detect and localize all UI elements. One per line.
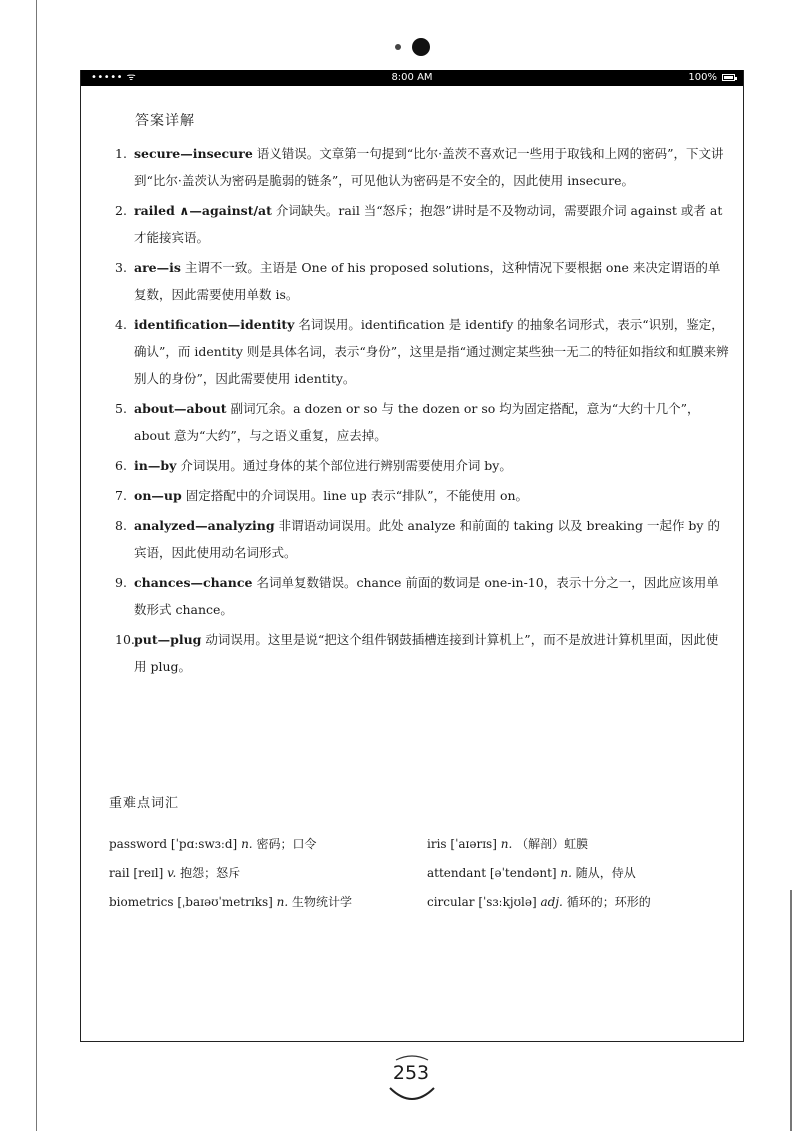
vocab-pos: n. xyxy=(500,837,513,851)
status-bar xyxy=(81,70,743,86)
scan-edge-right xyxy=(790,890,792,1131)
answer-explanation: 语义错误。文章第一句提到“比尔·盖茨不喜欢记一些用于取钱和上网的密码”，下文讲到“比尔·盖茨认为密码是脆弱的链条”，可见他认为密码是不安全的，因此使用 insecure。 xyxy=(134,146,724,188)
answer-correction: are—is xyxy=(134,260,181,275)
answer-item xyxy=(117,569,729,623)
answer-correction: about—about xyxy=(134,401,227,416)
battery-percent: 100% xyxy=(688,72,717,83)
answer-item xyxy=(117,197,729,251)
answer-correction: in—by xyxy=(134,458,177,473)
vocab-word: circular xyxy=(427,895,475,909)
answer-explanation: 副词冗余。a dozen or so 与 the dozen or so 均为固定搭配，意为“大约十几个”，about 意为“大约”，与之语义重复，应去掉。 xyxy=(134,401,700,443)
answer-explanation: 名词单复数错误。chance 前面的数词是 one-in-10，表示十分之一，因此应该用单数形式 chance。 xyxy=(134,575,719,617)
answer-explanation: 介词缺失。rail 当“怒斥；抱怨”讲时是不及物动词，需要跟介词 against 或者 at 才能接宾语。 xyxy=(134,203,723,245)
vocab-entry xyxy=(109,888,352,917)
answer-explanation: 非谓语动词误用。此处 analyze 和前面的 taking 以及 breaking 一起作 by 的宾语，因此使用动名词形式。 xyxy=(134,518,720,560)
answer-item xyxy=(117,311,729,392)
answer-correction: secure—insecure xyxy=(134,146,253,161)
answer-explanation: 动词误用。这里是说“把这个组件钢鼓插槽连接到计算机上”，而不是放进计算机里面，因此使用 plug。 xyxy=(134,632,719,674)
answer-correction: analyzed—analyzing xyxy=(134,518,275,533)
answers-heading: 答案详解 xyxy=(135,113,195,129)
vocab-entry xyxy=(427,888,651,917)
answer-item xyxy=(117,140,729,194)
answer-explanation: 名词误用。identification 是 identify 的抽象名词形式，表示“识别，鉴定，确认”，而 identity 则是具体名词，表示“身份”，这里是指“通过测定某些独一无二的特征如指纹和虹膜来辨别人的身份”，因此需要使用 identity。 xyxy=(134,317,729,386)
vocab-pos: n. xyxy=(276,895,289,909)
answer-explanation: 介词误用。通过身体的某个部位进行辨别需要使用介词 by。 xyxy=(180,458,512,473)
answer-item xyxy=(117,626,729,680)
vocab-phonetic: [ˈaɪərɪs] xyxy=(450,837,497,851)
answer-correction: on—up xyxy=(134,488,182,503)
answer-explanation: 主谓不一致。主语是 One of his proposed solutions，这种情况下要根据 one 来决定谓语的单复数，因此需要使用单数 is。 xyxy=(134,260,721,302)
answer-list xyxy=(117,140,729,683)
answer-item xyxy=(117,482,729,509)
vocab-pos: n. xyxy=(241,837,253,851)
vocab-meaning: 循环的；环形的 xyxy=(566,895,651,909)
vocab-table xyxy=(109,830,729,917)
vocab-pos: v. xyxy=(167,866,177,880)
vocab-word: attendant xyxy=(427,866,487,880)
vocab-entry xyxy=(427,830,588,859)
vocab-word: biometrics xyxy=(109,895,174,909)
answer-number: 5. xyxy=(115,401,127,416)
vocab-row xyxy=(109,830,729,859)
vocab-meaning: 随从，侍从 xyxy=(575,866,636,880)
vocab-phonetic: [əˈtendənt] xyxy=(489,866,557,880)
vocab-phonetic: [ˌbaɪəʊˈmetrɪks] xyxy=(177,895,273,909)
vocab-meaning: （解剖）虹膜 xyxy=(516,837,589,851)
vocab-meaning: 生物统计学 xyxy=(292,895,353,909)
vocab-entry xyxy=(427,859,636,888)
answer-item xyxy=(117,512,729,566)
answer-explanation: 固定搭配中的介词误用。line up 表示“排队”，不能使用 on。 xyxy=(185,488,529,503)
signal-indicator: ••••• ᯤ xyxy=(91,72,137,83)
answer-number: 9. xyxy=(115,575,127,590)
answer-item xyxy=(117,254,729,308)
answer-item xyxy=(117,452,729,479)
camera-dot xyxy=(412,38,430,56)
answer-correction: chances—chance xyxy=(134,575,253,590)
answer-number: 2. xyxy=(115,203,127,218)
answer-number: 1. xyxy=(115,146,127,161)
vocab-word: rail xyxy=(109,866,130,880)
answer-correction: railed ∧—against/at xyxy=(134,203,272,218)
vocab-phonetic: [reɪl] xyxy=(133,866,164,880)
answer-number: 7. xyxy=(115,488,127,503)
vocab-pos: n. xyxy=(560,866,572,880)
vocab-row xyxy=(109,859,729,888)
vocab-pos: adj. xyxy=(540,895,563,909)
vocab-row xyxy=(109,888,729,917)
vocab-meaning: 密码；口令 xyxy=(256,837,317,851)
answer-item xyxy=(117,395,729,449)
answer-number: 6. xyxy=(115,458,127,473)
scan-edge-left xyxy=(36,0,37,1131)
vocab-word: password xyxy=(109,837,168,851)
vocab-phonetic: [ˈsɜːkjʊlə] xyxy=(478,895,537,909)
battery-icon xyxy=(722,74,735,81)
sensor-dot xyxy=(395,44,401,50)
answer-correction: identification—identity xyxy=(134,317,295,332)
answer-number: 4. xyxy=(115,317,127,332)
vocab-phonetic: [ˈpɑːswɜːd] xyxy=(170,837,238,851)
vocab-meaning: 抱怨；怒斥 xyxy=(180,866,241,880)
answer-number: 8. xyxy=(115,518,127,533)
answer-correction: put—plug xyxy=(134,632,202,647)
status-time: 8:00 AM xyxy=(391,72,433,83)
vocab-entry xyxy=(109,859,240,888)
page-number: 253 xyxy=(392,1062,430,1084)
vocab-word: iris xyxy=(427,837,447,851)
answer-number: 10. xyxy=(115,632,135,647)
vocab-heading: 重难点词汇 xyxy=(109,796,180,811)
answer-number: 3. xyxy=(115,260,127,275)
vocab-entry xyxy=(109,830,316,859)
tablet-screen xyxy=(80,70,744,1042)
